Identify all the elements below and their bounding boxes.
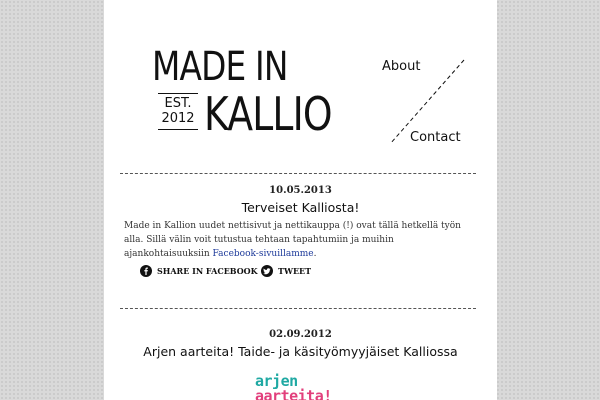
- facebook-page-link[interactable]: Facebook-sivuillamme: [212, 249, 314, 259]
- logo-kallio: KALLIO: [204, 87, 332, 141]
- facebook-icon: [140, 265, 152, 277]
- post-body: [124, 219, 476, 261]
- post-title[interactable]: Arjen aarteita! Taide- ja käsityömyyjäiset Kalliossa: [143, 344, 458, 359]
- post-image-text: arjen: [255, 372, 298, 390]
- share-facebook-button[interactable]: [140, 265, 258, 277]
- logo-est-year: 2012: [161, 111, 195, 126]
- logo-est-badge: [152, 91, 204, 132]
- logo-est-label: EST.: [164, 96, 192, 111]
- logo-rule: [158, 129, 198, 130]
- logo-rule: [158, 93, 198, 94]
- post-image[interactable]: [255, 372, 345, 400]
- post-body-end: .: [313, 249, 317, 259]
- post-title[interactable]: Terveiset Kalliosta!: [241, 200, 360, 215]
- tweet-button[interactable]: [261, 265, 311, 277]
- site-logo[interactable]: [152, 45, 362, 155]
- section-divider: [120, 308, 476, 309]
- post-body-text: Made in Kallion uudet nettisivut ja nettikauppa (!) ovat tällä hetkellä työn alla. Sillä välin voit tutustua tehtaan tapahtumiin ja muihin ajankohtaisuuksiin: [124, 221, 461, 259]
- nav-contact-link[interactable]: Contact: [410, 130, 461, 145]
- post-image-text: aarteita!: [255, 387, 332, 400]
- share-facebook-label: SHARE IN FACEBOOK: [157, 266, 258, 276]
- logo-made-in: MADE IN: [152, 44, 288, 90]
- section-divider: [120, 173, 476, 174]
- post-date: 10.05.2013: [269, 185, 332, 196]
- tweet-label: TWEET: [278, 266, 312, 276]
- twitter-icon: [261, 265, 273, 277]
- post-date: 02.09.2012: [269, 329, 332, 340]
- nav-about-link[interactable]: About: [382, 59, 421, 74]
- content-panel: [104, 0, 497, 400]
